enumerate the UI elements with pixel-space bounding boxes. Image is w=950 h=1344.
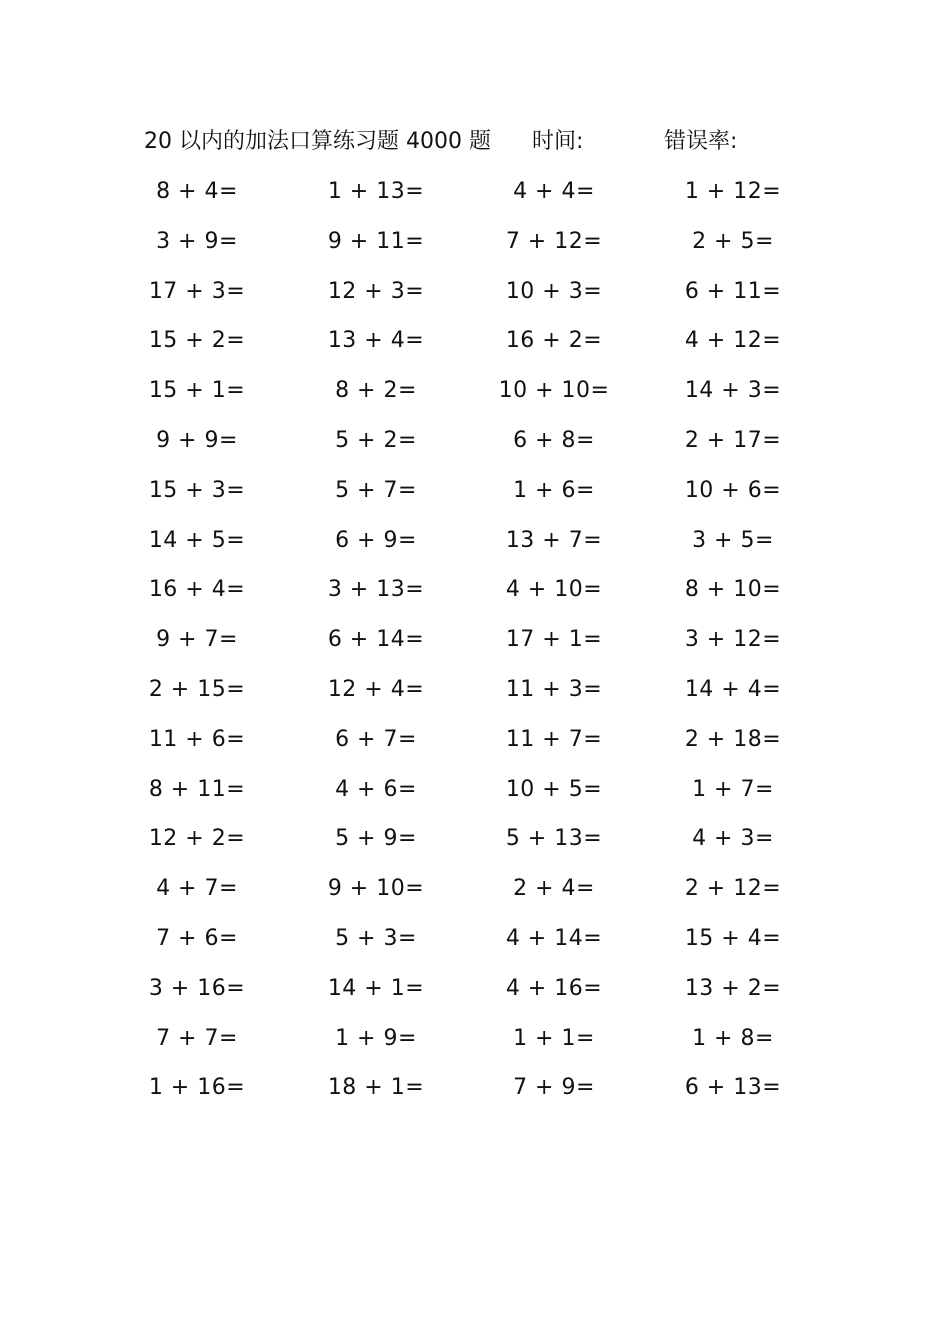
addition-problem: 13 + 2= <box>684 975 782 1001</box>
addition-problem: 2 + 5= <box>692 228 774 254</box>
addition-problem: 14 + 3= <box>684 378 782 404</box>
addition-problem: 2 + 18= <box>684 726 782 752</box>
addition-problem: 5 + 3= <box>335 925 417 951</box>
addition-problem: 1 + 6= <box>513 477 595 503</box>
addition-problem: 9 + 11= <box>327 228 425 254</box>
addition-problem: 4 + 10= <box>505 577 603 603</box>
problem-row <box>0 172 950 222</box>
error-rate-label: 错误率: <box>664 129 738 154</box>
addition-problem: 9 + 9= <box>156 427 238 453</box>
problem-row <box>0 620 950 670</box>
addition-problem: 1 + 1= <box>513 1025 595 1051</box>
addition-problem: 12 + 2= <box>148 826 246 852</box>
addition-problem: 2 + 12= <box>684 876 782 902</box>
addition-problem: 9 + 10= <box>327 876 425 902</box>
addition-problem: 14 + 1= <box>327 975 425 1001</box>
addition-problem: 3 + 9= <box>156 228 238 254</box>
addition-problem: 3 + 13= <box>327 577 425 603</box>
addition-problem: 4 + 3= <box>692 826 774 852</box>
addition-problem: 6 + 7= <box>335 726 417 752</box>
addition-problem: 1 + 7= <box>692 776 774 802</box>
addition-problem: 1 + 12= <box>684 179 782 204</box>
problem-row <box>0 371 950 421</box>
problem-row <box>0 919 950 969</box>
problem-row <box>0 570 950 620</box>
addition-problem: 11 + 3= <box>505 676 603 702</box>
addition-problem: 10 + 5= <box>505 776 603 802</box>
problem-row <box>0 222 950 272</box>
addition-problem: 2 + 4= <box>513 876 595 902</box>
problem-row <box>0 819 950 869</box>
addition-problem: 7 + 9= <box>513 1075 595 1101</box>
problem-row <box>0 1019 950 1069</box>
addition-problem: 4 + 16= <box>505 975 603 1001</box>
problem-row <box>0 521 950 571</box>
addition-problem: 6 + 8= <box>513 427 595 453</box>
addition-problem: 18 + 1= <box>327 1075 425 1101</box>
addition-problem: 9 + 7= <box>156 627 238 653</box>
problem-row <box>0 272 950 322</box>
addition-problem: 17 + 3= <box>148 278 246 304</box>
addition-problem: 1 + 9= <box>335 1025 417 1051</box>
addition-problem: 5 + 9= <box>335 826 417 852</box>
addition-problem: 11 + 7= <box>505 726 603 752</box>
addition-problem: 10 + 10= <box>498 378 610 404</box>
addition-problem: 7 + 12= <box>505 228 603 254</box>
addition-problem: 6 + 13= <box>684 1075 782 1101</box>
addition-problem: 5 + 2= <box>335 427 417 453</box>
addition-problem: 4 + 4= <box>513 179 595 204</box>
addition-problem: 6 + 14= <box>327 627 425 653</box>
addition-problem: 2 + 15= <box>148 676 246 702</box>
worksheet-header <box>144 124 844 160</box>
addition-problem: 15 + 1= <box>148 378 246 404</box>
problem-row <box>0 720 950 770</box>
addition-problem: 2 + 17= <box>684 427 782 453</box>
addition-problem: 3 + 16= <box>148 975 246 1001</box>
addition-problem: 6 + 9= <box>335 527 417 553</box>
addition-problem: 12 + 4= <box>327 676 425 702</box>
addition-problem: 10 + 3= <box>505 278 603 304</box>
addition-problem: 4 + 14= <box>505 925 603 951</box>
addition-problem: 4 + 6= <box>335 776 417 802</box>
addition-problem: 1 + 8= <box>692 1025 774 1051</box>
addition-problem: 7 + 7= <box>156 1025 238 1051</box>
addition-problem: 5 + 7= <box>335 477 417 503</box>
addition-problem: 4 + 12= <box>684 328 782 354</box>
addition-problem: 11 + 6= <box>148 726 246 752</box>
problem-row <box>0 321 950 371</box>
addition-problem: 14 + 5= <box>148 527 246 553</box>
addition-problem: 6 + 11= <box>684 278 782 304</box>
addition-problem: 17 + 1= <box>505 627 603 653</box>
addition-problem: 10 + 6= <box>684 477 782 503</box>
addition-problem: 12 + 3= <box>327 278 425 304</box>
addition-problem: 8 + 2= <box>335 378 417 404</box>
problem-row <box>0 471 950 521</box>
problem-row <box>0 969 950 1019</box>
addition-problem: 7 + 6= <box>156 925 238 951</box>
addition-problem: 8 + 10= <box>684 577 782 603</box>
problem-row <box>0 770 950 820</box>
problem-row <box>0 869 950 919</box>
addition-problem: 1 + 13= <box>327 179 425 204</box>
addition-problem: 1 + 16= <box>148 1075 246 1101</box>
addition-problem: 13 + 4= <box>327 328 425 354</box>
addition-problem: 3 + 5= <box>692 527 774 553</box>
addition-problem: 8 + 4= <box>156 179 238 204</box>
time-label: 时间: <box>532 129 584 154</box>
problem-row <box>0 421 950 471</box>
addition-problem: 8 + 11= <box>148 776 246 802</box>
addition-problem: 16 + 2= <box>505 328 603 354</box>
worksheet-title: 20 以内的加法口算练习题 4000 题 <box>144 129 491 154</box>
addition-problem: 15 + 3= <box>148 477 246 503</box>
addition-problem: 5 + 13= <box>505 826 603 852</box>
addition-problem: 14 + 4= <box>684 676 782 702</box>
addition-problem: 15 + 2= <box>148 328 246 354</box>
problem-row <box>0 1068 950 1118</box>
addition-problem: 3 + 12= <box>684 627 782 653</box>
problem-row <box>0 670 950 720</box>
problem-grid <box>0 172 950 1118</box>
addition-problem: 4 + 7= <box>156 876 238 902</box>
addition-problem: 15 + 4= <box>684 925 782 951</box>
addition-problem: 13 + 7= <box>505 527 603 553</box>
addition-problem: 16 + 4= <box>148 577 246 603</box>
